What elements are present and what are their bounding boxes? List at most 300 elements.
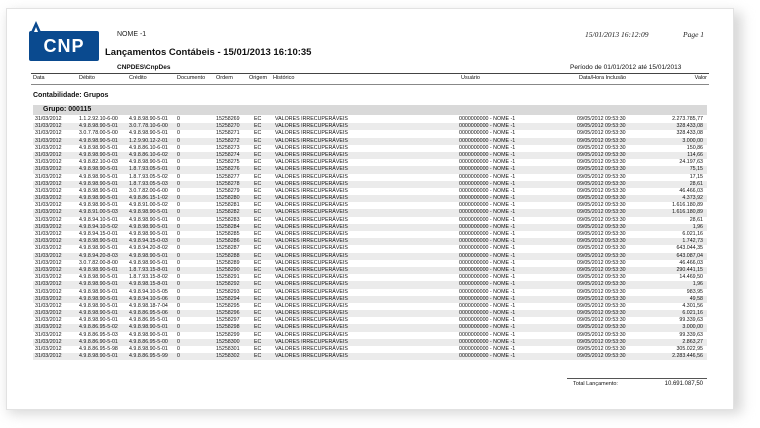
cell-deb: 4.9.8.98.90-5-01 bbox=[79, 281, 118, 288]
cell-ord: 15258290 bbox=[216, 266, 240, 273]
cell-ord: 15258286 bbox=[216, 238, 240, 245]
cell-hist: VALORES IRRECUPERÁVEIS bbox=[275, 274, 348, 281]
cell-dh: 09/05/2012 09:53:30 bbox=[577, 180, 626, 187]
cell-deb: 4.9.8.86.90-5-01 bbox=[79, 338, 118, 345]
cell-ord: 15258301 bbox=[216, 346, 240, 352]
cell-orig: EC bbox=[254, 324, 262, 331]
cell-val: 3.000,00 bbox=[682, 137, 703, 144]
table-row bbox=[33, 245, 707, 252]
cell-cred: 4.9.8.86.10-6-01 bbox=[129, 144, 168, 151]
cell-orig: EC bbox=[254, 353, 262, 360]
cell-val: 75,15 bbox=[689, 166, 703, 173]
cell-hist: VALORES IRRECUPERÁVEIS bbox=[275, 166, 348, 173]
cell-user: 0000000000 - NOME -1 bbox=[459, 166, 516, 173]
cell-doc: 0 bbox=[177, 266, 180, 273]
table-row bbox=[33, 267, 707, 274]
cell-date: 31/03/2012 bbox=[35, 302, 62, 309]
report-title: Lançamentos Contábeis - 15/01/2013 16:10:35 bbox=[105, 47, 312, 58]
cell-ord: 15258281 bbox=[216, 202, 240, 209]
cell-deb: 4.9.8.98.90-5-01 bbox=[79, 245, 118, 252]
cell-doc: 0 bbox=[177, 144, 180, 151]
cell-orig: EC bbox=[254, 151, 262, 158]
cell-doc: 0 bbox=[177, 180, 180, 187]
cell-doc: 0 bbox=[177, 338, 180, 345]
cell-ord: 15258277 bbox=[216, 173, 240, 180]
cell-val: 290.441,15 bbox=[676, 266, 703, 273]
cell-ord: 15258285 bbox=[216, 231, 240, 237]
col-data: Data bbox=[33, 75, 45, 81]
cell-orig: EC bbox=[254, 202, 262, 209]
cell-dh: 09/05/2012 09:53:30 bbox=[577, 346, 626, 352]
cell-val: 1,96 bbox=[692, 281, 703, 288]
cell-user: 0000000000 - NOME -1 bbox=[459, 302, 516, 309]
cell-doc: 0 bbox=[177, 123, 180, 130]
cell-ord: 15258272 bbox=[216, 137, 240, 144]
cell-dh: 09/05/2012 09:53:30 bbox=[577, 245, 626, 252]
cell-ord: 15258274 bbox=[216, 151, 240, 158]
cell-cred: 4.9.8.94.15-0-03 bbox=[129, 238, 168, 245]
cell-dh: 09/05/2012 09:53:30 bbox=[577, 137, 626, 144]
cell-date: 31/03/2012 bbox=[35, 144, 62, 151]
table-row bbox=[33, 274, 707, 281]
filial-label: CNPDES\CnpDes bbox=[117, 64, 171, 71]
cell-deb: 4.9.8.94.10-5-02 bbox=[79, 223, 118, 230]
cell-val: 114,66 bbox=[687, 151, 703, 158]
cell-ord: 15258283 bbox=[216, 216, 240, 223]
cell-val: 2.863,27 bbox=[682, 338, 703, 345]
cell-orig: EC bbox=[254, 130, 262, 137]
cell-dh: 09/05/2012 09:53:30 bbox=[577, 195, 626, 202]
cell-dh: 09/05/2012 09:53:30 bbox=[577, 173, 626, 180]
table-row bbox=[33, 260, 707, 267]
cell-doc: 0 bbox=[177, 195, 180, 202]
cell-user: 0000000000 - NOME -1 bbox=[459, 144, 516, 151]
cell-dh: 09/05/2012 09:53:30 bbox=[577, 281, 626, 288]
cell-user: 0000000000 - NOME -1 bbox=[459, 223, 516, 230]
cell-orig: EC bbox=[254, 159, 262, 166]
cell-orig: EC bbox=[254, 180, 262, 187]
cell-hist: VALORES IRRECUPERÁVEIS bbox=[275, 252, 348, 259]
cell-orig: EC bbox=[254, 144, 262, 151]
cell-user: 0000000000 - NOME -1 bbox=[459, 274, 516, 281]
cell-dh: 09/05/2012 09:53:30 bbox=[577, 187, 626, 194]
cell-val: 2.283.446,56 bbox=[672, 353, 703, 360]
total-divider bbox=[567, 378, 707, 379]
cell-deb: 4.9.8.98.90-5-01 bbox=[79, 353, 118, 360]
cell-date: 31/03/2012 bbox=[35, 187, 62, 194]
cell-deb: 4.9.8.98.90-5-01 bbox=[79, 288, 118, 295]
cell-val: 99.339,63 bbox=[679, 317, 703, 324]
cell-date: 31/03/2012 bbox=[35, 202, 62, 209]
cell-user: 0000000000 - NOME -1 bbox=[459, 324, 516, 331]
cell-dh: 09/05/2012 09:53:30 bbox=[577, 266, 626, 273]
cell-deb: 4.9.8.98.90-5-01 bbox=[79, 195, 118, 202]
cell-date: 31/03/2012 bbox=[35, 274, 62, 281]
cell-doc: 0 bbox=[177, 295, 180, 302]
cell-doc: 0 bbox=[177, 238, 180, 245]
cell-user: 0000000000 - NOME -1 bbox=[459, 180, 516, 187]
user-line: NOME -1 bbox=[117, 31, 147, 38]
table-row bbox=[33, 281, 707, 288]
cell-hist: VALORES IRRECUPERÁVEIS bbox=[275, 238, 348, 245]
cell-doc: 0 bbox=[177, 173, 180, 180]
cell-deb: 4.9.8.98.90-5-01 bbox=[79, 187, 118, 194]
cell-date: 31/03/2012 bbox=[35, 346, 62, 352]
cell-ord: 15258280 bbox=[216, 195, 240, 202]
cell-val: 2.273.785,77 bbox=[672, 116, 703, 122]
cell-date: 31/03/2012 bbox=[35, 288, 62, 295]
cell-dh: 09/05/2012 09:53:30 bbox=[577, 202, 626, 209]
cell-cred: 3.0.7.78.10-6-00 bbox=[129, 123, 168, 130]
cell-date: 31/03/2012 bbox=[35, 324, 62, 331]
cell-date: 31/03/2012 bbox=[35, 223, 62, 230]
cell-doc: 0 bbox=[177, 252, 180, 259]
cell-deb: 4.9.8.98.90-5-01 bbox=[79, 123, 118, 130]
cell-ord: 15258269 bbox=[216, 116, 240, 122]
cell-val: 6.021,16 bbox=[682, 310, 703, 317]
cell-ord: 15258302 bbox=[216, 353, 240, 360]
cell-user: 0000000000 - NOME -1 bbox=[459, 187, 516, 194]
cell-date: 31/03/2012 bbox=[35, 151, 62, 158]
cell-doc: 0 bbox=[177, 353, 180, 360]
cell-val: 305.022,95 bbox=[676, 346, 703, 352]
cell-user: 0000000000 - NOME -1 bbox=[459, 130, 516, 137]
section-title: Contabilidade: Grupos bbox=[33, 92, 109, 99]
cell-ord: 15258298 bbox=[216, 324, 240, 331]
cell-hist: VALORES IRRECUPERÁVEIS bbox=[275, 281, 348, 288]
cell-orig: EC bbox=[254, 216, 262, 223]
table-row bbox=[33, 174, 707, 181]
cell-date: 31/03/2012 bbox=[35, 130, 62, 137]
cell-cred: 4.9.8.86.95-5-99 bbox=[129, 353, 168, 360]
cell-doc: 0 bbox=[177, 116, 180, 122]
col-datahora: Data/Hora Inclusão bbox=[579, 75, 627, 81]
cell-ord: 15258294 bbox=[216, 295, 240, 302]
page-number: Page 1 bbox=[683, 30, 705, 39]
cell-doc: 0 bbox=[177, 346, 180, 352]
cell-deb: 4.9.8.98.90-5-01 bbox=[79, 180, 118, 187]
cell-hist: VALORES IRRECUPERÁVEIS bbox=[275, 353, 348, 360]
cell-user: 0000000000 - NOME -1 bbox=[459, 331, 516, 338]
cell-user: 0000000000 - NOME -1 bbox=[459, 252, 516, 259]
cell-user: 0000000000 - NOME -1 bbox=[459, 346, 516, 352]
cell-val: 1.742,73 bbox=[682, 238, 703, 245]
cell-orig: EC bbox=[254, 274, 262, 281]
cell-doc: 0 bbox=[177, 159, 180, 166]
cell-date: 31/03/2012 bbox=[35, 295, 62, 302]
cell-cred: 4.9.8.94.10-5-05 bbox=[129, 288, 168, 295]
cell-cred: 4.9.8.86.95-5-01 bbox=[129, 317, 168, 324]
cell-val: 49,58 bbox=[689, 295, 703, 302]
cell-dh: 09/05/2012 09:53:30 bbox=[577, 231, 626, 237]
cell-cred: 4.9.8.98.90-5-01 bbox=[129, 346, 168, 352]
cell-orig: EC bbox=[254, 295, 262, 302]
cell-doc: 0 bbox=[177, 281, 180, 288]
cell-deb: 4.9.8.98.90-5-01 bbox=[79, 274, 118, 281]
cell-deb: 4.9.8.86.95-5-03 bbox=[79, 331, 118, 338]
cell-user: 0000000000 - NOME -1 bbox=[459, 173, 516, 180]
cell-cred: 1.8.7.93.05-5-03 bbox=[129, 180, 168, 187]
cell-date: 31/03/2012 bbox=[35, 166, 62, 173]
cell-date: 31/03/2012 bbox=[35, 159, 62, 166]
cell-cred: 1.8.7.93.05-5-02 bbox=[129, 173, 168, 180]
cell-deb: 4.9.8.98.90-5-01 bbox=[79, 295, 118, 302]
table-row bbox=[33, 145, 707, 152]
cell-cred: 4.9.8.86.10-6-02 bbox=[129, 151, 168, 158]
table-row bbox=[33, 159, 707, 166]
col-origem: Origem bbox=[249, 75, 268, 81]
cell-orig: EC bbox=[254, 166, 262, 173]
cell-val: 328.433,08 bbox=[676, 123, 703, 130]
cell-ord: 15258279 bbox=[216, 187, 240, 194]
cell-cred: 4.9.8.98.90-5-01 bbox=[129, 331, 168, 338]
cell-date: 31/03/2012 bbox=[35, 123, 62, 130]
cell-ord: 15258273 bbox=[216, 144, 240, 151]
cell-ord: 15258296 bbox=[216, 310, 240, 317]
cell-cred: 1.2.9.90.12-2-01 bbox=[129, 137, 168, 144]
group-header bbox=[33, 105, 707, 115]
cell-val: 643.087,04 bbox=[676, 252, 703, 259]
cell-dh: 09/05/2012 09:53:30 bbox=[577, 116, 626, 122]
cell-cred: 4.9.8.98.90-5-01 bbox=[129, 324, 168, 331]
table-row bbox=[33, 296, 707, 303]
cell-ord: 15258270 bbox=[216, 123, 240, 130]
table-row bbox=[33, 231, 707, 238]
cell-deb: 4.9.8.98.90-5-01 bbox=[79, 238, 118, 245]
table-row bbox=[33, 253, 707, 260]
cell-doc: 0 bbox=[177, 166, 180, 173]
cell-date: 31/03/2012 bbox=[35, 338, 62, 345]
cell-deb: 4.9.8.91.00-5-03 bbox=[79, 209, 118, 216]
cell-date: 31/03/2012 bbox=[35, 137, 62, 144]
table-row bbox=[33, 181, 707, 188]
cell-val: 4.301,56 bbox=[682, 302, 703, 309]
table-row bbox=[33, 202, 707, 209]
logo-text: CNP bbox=[43, 35, 85, 56]
cell-user: 0000000000 - NOME -1 bbox=[459, 266, 516, 273]
cell-user: 0000000000 - NOME -1 bbox=[459, 231, 516, 237]
cell-dh: 09/05/2012 09:53:30 bbox=[577, 324, 626, 331]
cell-val: 6.021,16 bbox=[682, 231, 703, 237]
table-row bbox=[33, 224, 707, 231]
cell-orig: EC bbox=[254, 173, 262, 180]
cell-deb: 4.9.8.98.90-5-01 bbox=[79, 202, 118, 209]
cell-hist: VALORES IRRECUPERÁVEIS bbox=[275, 116, 348, 122]
cell-val: 983,95 bbox=[686, 288, 703, 295]
cell-user: 0000000000 - NOME -1 bbox=[459, 216, 516, 223]
cell-hist: VALORES IRRECUPERÁVEIS bbox=[275, 130, 348, 137]
cell-dh: 09/05/2012 09:53:30 bbox=[577, 252, 626, 259]
cell-cred: 4.9.8.86.15-1-02 bbox=[129, 195, 168, 202]
cell-cred: 3.0.7.82.00-6-00 bbox=[129, 187, 168, 194]
cell-cred: 4.9.8.98.90-5-01 bbox=[129, 116, 168, 122]
cell-dh: 09/05/2012 09:53:30 bbox=[577, 123, 626, 130]
cell-ord: 15258292 bbox=[216, 281, 240, 288]
table-row bbox=[33, 209, 707, 216]
col-usuario: Usuário bbox=[461, 75, 480, 81]
entries-table bbox=[33, 116, 707, 360]
cell-ord: 15258282 bbox=[216, 209, 240, 216]
table-row bbox=[33, 166, 707, 173]
cell-hist: VALORES IRRECUPERÁVEIS bbox=[275, 324, 348, 331]
cell-deb: 4.9.8.98.90-5-01 bbox=[79, 151, 118, 158]
cell-date: 31/03/2012 bbox=[35, 180, 62, 187]
table-row bbox=[33, 317, 707, 324]
cell-hist: VALORES IRRECUPERÁVEIS bbox=[275, 209, 348, 216]
col-debito: Débito bbox=[79, 75, 95, 81]
table-row bbox=[33, 353, 707, 360]
cell-date: 31/03/2012 bbox=[35, 266, 62, 273]
cell-orig: EC bbox=[254, 259, 262, 266]
cell-val: 28,61 bbox=[689, 216, 703, 223]
cell-user: 0000000000 - NOME -1 bbox=[459, 116, 516, 122]
cell-doc: 0 bbox=[177, 130, 180, 137]
cell-ord: 15258276 bbox=[216, 166, 240, 173]
cell-deb: 1.1.2.92.10-6-00 bbox=[79, 116, 118, 122]
cell-ord: 15258300 bbox=[216, 338, 240, 345]
cell-val: 328.433,08 bbox=[676, 130, 703, 137]
table-row bbox=[33, 346, 707, 353]
cell-val: 17,15 bbox=[689, 173, 703, 180]
cell-orig: EC bbox=[254, 346, 262, 352]
table-row bbox=[33, 116, 707, 123]
cell-orig: EC bbox=[254, 338, 262, 345]
report-page bbox=[6, 8, 734, 410]
cell-val: 28,61 bbox=[689, 180, 703, 187]
cell-hist: VALORES IRRECUPERÁVEIS bbox=[275, 137, 348, 144]
cell-orig: EC bbox=[254, 116, 262, 122]
cell-dh: 09/05/2012 09:53:30 bbox=[577, 144, 626, 151]
cell-cred: 1.8.7.93.15-8-01 bbox=[129, 266, 168, 273]
period-label: Período de 01/01/2012 até 15/01/2013 bbox=[570, 64, 682, 71]
cnp-logo bbox=[29, 31, 99, 61]
table-row bbox=[33, 138, 707, 145]
cell-doc: 0 bbox=[177, 137, 180, 144]
cell-deb: 4.9.8.94.10-5-01 bbox=[79, 216, 118, 223]
table-row bbox=[33, 310, 707, 317]
cell-cred: 4.9.8.98.90-5-01 bbox=[129, 216, 168, 223]
cell-orig: EC bbox=[254, 187, 262, 194]
cell-dh: 09/05/2012 09:53:30 bbox=[577, 317, 626, 324]
cell-doc: 0 bbox=[177, 274, 180, 281]
table-row bbox=[33, 217, 707, 224]
cell-hist: VALORES IRRECUPERÁVEIS bbox=[275, 338, 348, 345]
cell-hist: VALORES IRRECUPERÁVEIS bbox=[275, 180, 348, 187]
cell-cred: 4.9.8.98.18-7-04 bbox=[129, 302, 168, 309]
cell-deb: 4.9.8.98.90-5-01 bbox=[79, 317, 118, 324]
cell-cred: 1.8.7.93.05-5-01 bbox=[129, 166, 168, 173]
print-datetime: 15/01/2013 16:12:09 bbox=[585, 30, 649, 39]
col-historico: Histórico bbox=[273, 75, 295, 81]
cell-dh: 09/05/2012 09:53:30 bbox=[577, 238, 626, 245]
table-row bbox=[33, 303, 707, 310]
cell-user: 0000000000 - NOME -1 bbox=[459, 238, 516, 245]
cell-deb: 4.9.8.98.90-5-01 bbox=[79, 173, 118, 180]
cell-dh: 09/05/2012 09:53:30 bbox=[577, 159, 626, 166]
cell-date: 31/03/2012 bbox=[35, 310, 62, 317]
cell-ord: 15258299 bbox=[216, 331, 240, 338]
cell-deb: 3.0.7.78.00-5-00 bbox=[79, 130, 118, 137]
cell-date: 31/03/2012 bbox=[35, 116, 62, 122]
cell-doc: 0 bbox=[177, 231, 180, 237]
table-row bbox=[33, 130, 707, 137]
logo-symbol-icon bbox=[27, 19, 45, 33]
cell-dh: 09/05/2012 09:53:30 bbox=[577, 288, 626, 295]
cell-doc: 0 bbox=[177, 209, 180, 216]
cell-hist: VALORES IRRECUPERÁVEIS bbox=[275, 123, 348, 130]
cell-doc: 0 bbox=[177, 187, 180, 194]
cell-date: 31/03/2012 bbox=[35, 259, 62, 266]
cell-doc: 0 bbox=[177, 151, 180, 158]
cell-date: 31/03/2012 bbox=[35, 252, 62, 259]
group-label: Grupo: 000115 bbox=[43, 106, 92, 113]
cell-deb: 3.0.7.82.00-8-00 bbox=[79, 259, 118, 266]
cell-cred: 4.9.8.86.95-5-06 bbox=[129, 310, 168, 317]
col-documento: Documento bbox=[177, 75, 206, 81]
cell-orig: EC bbox=[254, 331, 262, 338]
cell-user: 0000000000 - NOME -1 bbox=[459, 310, 516, 317]
cell-cred: 4.9.8.98.90-5-01 bbox=[129, 231, 168, 237]
cell-orig: EC bbox=[254, 266, 262, 273]
cell-deb: 4.9.8.98.90-5-01 bbox=[79, 302, 118, 309]
cell-hist: VALORES IRRECUPERÁVEIS bbox=[275, 288, 348, 295]
cell-orig: EC bbox=[254, 195, 262, 202]
cell-date: 31/03/2012 bbox=[35, 231, 62, 237]
table-row bbox=[33, 238, 707, 245]
table-row bbox=[33, 339, 707, 346]
cell-val: 46.466,03 bbox=[679, 259, 703, 266]
cell-dh: 09/05/2012 09:53:30 bbox=[577, 295, 626, 302]
cell-hist: VALORES IRRECUPERÁVEIS bbox=[275, 245, 348, 252]
cell-dh: 09/05/2012 09:53:30 bbox=[577, 310, 626, 317]
cell-orig: EC bbox=[254, 209, 262, 216]
table-row bbox=[33, 332, 707, 339]
cell-doc: 0 bbox=[177, 324, 180, 331]
cell-hist: VALORES IRRECUPERÁVEIS bbox=[275, 346, 348, 352]
cell-user: 0000000000 - NOME -1 bbox=[459, 159, 516, 166]
cell-hist: VALORES IRRECUPERÁVEIS bbox=[275, 173, 348, 180]
cell-dh: 09/05/2012 09:53:30 bbox=[577, 302, 626, 309]
cell-dh: 09/05/2012 09:53:30 bbox=[577, 209, 626, 216]
cell-hist: VALORES IRRECUPERÁVEIS bbox=[275, 331, 348, 338]
cell-cred: 4.9.8.98.90-5-01 bbox=[129, 259, 168, 266]
cell-dh: 09/05/2012 09:53:30 bbox=[577, 130, 626, 137]
cell-date: 31/03/2012 bbox=[35, 245, 62, 252]
cell-deb: 4.9.8.82.10-0-03 bbox=[79, 159, 118, 166]
cell-date: 31/03/2012 bbox=[35, 317, 62, 324]
cell-date: 31/03/2012 bbox=[35, 173, 62, 180]
col-ordem: Ordem bbox=[216, 75, 233, 81]
cell-orig: EC bbox=[254, 317, 262, 324]
cell-doc: 0 bbox=[177, 216, 180, 223]
cell-val: 643.044,35 bbox=[676, 245, 703, 252]
cell-dh: 09/05/2012 09:53:30 bbox=[577, 151, 626, 158]
cell-val: 1,96 bbox=[692, 223, 703, 230]
cell-cred: 4.9.8.91.00-5-02 bbox=[129, 202, 168, 209]
cell-date: 31/03/2012 bbox=[35, 331, 62, 338]
cell-date: 31/03/2012 bbox=[35, 281, 62, 288]
cell-deb: 4.9.8.86.95-5-98 bbox=[79, 346, 118, 352]
cell-date: 31/03/2012 bbox=[35, 216, 62, 223]
table-row bbox=[33, 289, 707, 296]
cell-user: 0000000000 - NOME -1 bbox=[459, 295, 516, 302]
cell-val: 3.000,00 bbox=[682, 324, 703, 331]
cell-ord: 15258271 bbox=[216, 130, 240, 137]
cell-cred: 4.9.8.98.90-5-01 bbox=[129, 252, 168, 259]
cell-hist: VALORES IRRECUPERÁVEIS bbox=[275, 317, 348, 324]
cell-doc: 0 bbox=[177, 259, 180, 266]
table-row bbox=[33, 324, 707, 331]
